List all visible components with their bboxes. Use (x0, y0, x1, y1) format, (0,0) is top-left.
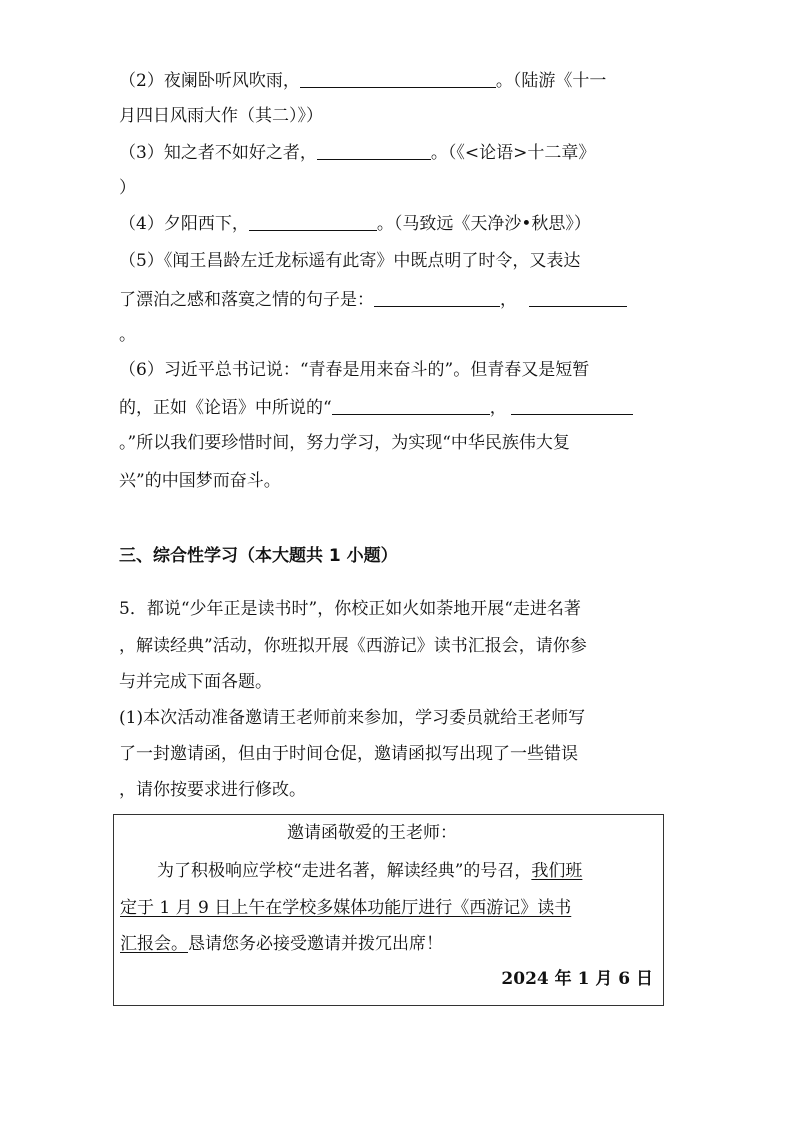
question-5-fill-text: 了漂泊之感和落寞之情的句子是： (119, 290, 374, 310)
question-5-fill-comma: ， (500, 290, 517, 310)
underlined-sentence-part-2: 定于 1 月 9 日上午在学校多媒体功能厅进行《西游记》读书 (120, 898, 572, 918)
question-5-fill-line-1: （5）《闻王昌龄左迁龙标遥有此寄》中既点明了时令，又表达 (119, 251, 581, 271)
question-3-line-1 (119, 141, 595, 165)
question-2-text: （2）夜阑卧听风吹雨， (119, 71, 300, 91)
question-2-line-2: 月四日风雨大作（其二）》） (119, 106, 323, 126)
answer-blank-q6-a[interactable] (332, 396, 490, 415)
invitation-box (113, 814, 664, 1006)
invitation-body-text: 为了积极响应学校“走进名著，解读经典”的号召， (157, 861, 532, 881)
question-6-comma: ， (489, 398, 507, 418)
question-4-source: 。（马致远《天净沙•秋思》） (376, 214, 591, 234)
question-3-line-2: ） (119, 178, 136, 198)
invitation-date: 2024 年 1 月 6 日 (501, 969, 653, 989)
invitation-request-text: 恳请您务必接受邀请并拨冗出席！ (188, 934, 443, 954)
answer-blank-q6-b[interactable] (511, 396, 633, 415)
question-5-sub-1-line-2: 了一封邀请函，但由于时间仓促，邀请函拟写出现了一些错误 (119, 744, 578, 764)
question-5-line-3: 与并完成下面各题。 (119, 672, 272, 692)
question-3-text: （3）知之者不如好之者， (119, 143, 317, 163)
section-title: 三、综合性学习 (119, 546, 238, 566)
question-5-fill-line-3: 。 (119, 325, 136, 345)
question-4-line (119, 212, 591, 236)
question-2-line-1 (119, 69, 606, 93)
question-6-line-2 (119, 396, 633, 420)
answer-blank-q3[interactable] (317, 141, 431, 160)
question-6-line-1: （6）习近平总书记说：“青春是用来奋斗的”。但青春又是短暂 (119, 360, 590, 380)
section-heading (119, 544, 398, 568)
question-5-sub-1-line-3: ，请你按要求进行修改。 (119, 780, 306, 800)
question-5-sub-1-line-1: (1)本次活动准备邀请王老师前来参加，学习委员就给王老师写 (119, 708, 586, 728)
question-2-source: 。（陆游《十一 (495, 71, 607, 91)
question-5-line-2: ，解读经典”活动，你班拟开展《西游记》读书汇报会，请你参 (119, 636, 587, 656)
question-3-source: 。（《<论语>十二章》 (430, 143, 596, 163)
answer-blank-q5-a[interactable] (374, 288, 500, 307)
invitation-body-line-1 (157, 859, 582, 883)
question-5-fill-line-2 (119, 288, 627, 312)
invitation-title: 邀请函敬爱的王老师： (287, 823, 457, 843)
question-5-line-1: 5．都说“少年正是读书时”，你校正如火如荼地开展“走进名著 (119, 599, 581, 619)
question-6-line-3: 。”所以我们要珍惜时间，努力学习，为实现“中华民族伟大复 (119, 433, 570, 453)
answer-blank-q5-b[interactable] (529, 288, 627, 307)
question-6-line-4: 兴”的中国梦而奋斗。 (119, 471, 281, 491)
underlined-sentence-part-1: 我们班 (531, 861, 583, 881)
answer-blank-q4[interactable] (249, 212, 377, 231)
invitation-body-line-3 (120, 932, 443, 956)
question-4-text: （4）夕阳西下， (119, 214, 249, 234)
underlined-sentence-part-3: 汇报会。 (120, 934, 188, 954)
question-6-text: 的，正如《论语》中所说的“ (119, 398, 332, 418)
section-note: （本大题共 1 小题） (238, 546, 398, 566)
answer-blank-q2[interactable] (300, 69, 496, 88)
